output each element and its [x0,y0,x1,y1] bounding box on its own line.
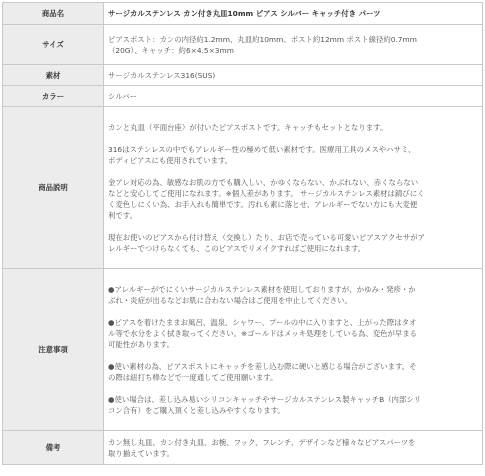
notes-label: 注意事項 [3,269,104,431]
description-line: 金アレ対応の為、敏感なお肌の方でも購入しい、かゆくならない、かぶれない、赤くならない [108,177,419,187]
notes-value [104,269,483,431]
notes-line: ●使い場合は、差し込み易いシリコンキャッチやサージカルステンレス製キャッチB（内部シリ [108,394,422,404]
notes-line: ぶれ・炎症が出るなどお肌に合わない場合はご使用を中止してください。 [108,295,352,305]
row-color [3,86,483,107]
row-description [3,107,483,269]
size-label: サイズ [3,25,104,65]
notes-line: ●ピアスを着けたままお風呂、温泉、シャワー、プールの中に入りますと、上がった際はタオ [108,317,417,327]
row-notes [3,269,483,431]
color-value: シルバー [104,86,483,107]
remarks-line: カン無し丸皿、カン付き丸皿、お椀、フック、フレンチ、デザインなど様々なピアスパーツを [108,437,416,447]
row-product-name [3,3,483,25]
color-label: カラー [3,86,104,107]
notes-line: 可能性があります。 [108,339,174,349]
description-line: などと安心してご使用になれます。※個人差があります。 サージカルステンレス素材は錆びにく [108,188,425,198]
size-value [104,25,483,65]
product-spec-table [2,2,483,465]
description-line: 現在お使いのピアスから付け替え（交換し）たり、お店で売っている可愛いピアスアクセサがア [108,232,425,242]
product-name-label: 商品名 [3,3,104,25]
description-line: 利です。 [108,210,137,220]
description-paragraph [108,177,478,221]
description-line: カンと丸皿（平面台座）が付いたピアスポストです。キャッチもセットとなります。 [108,122,388,132]
material-label: 素材 [3,65,104,86]
notes-paragraph [108,394,478,416]
notes-line: ル等で水分をよく拭き取ってください。※ゴールドはメッキ処理をしている為、変色が早まる [108,328,418,338]
description-label: 商品説明 [3,107,104,269]
description-line: ボディピアスにも使用されています。 [108,155,233,165]
material-value: サージカルステンレス316(SUS) [104,65,483,86]
remarks-value [104,431,483,465]
notes-paragraph [108,361,478,383]
product-name-value: サージカルステンレス カン付き丸皿10mm ピアス シルバー キャッチ付き パーツ [104,3,483,25]
notes-line: コン合有）をご購入頂くと差し込みやすくなります。 [108,405,285,415]
size-line: （20G）、キャッチ：約6×4.5×3mm [108,45,234,55]
remarks-line: 取り揃えています。 [108,448,174,458]
description-line: く変色しにくい為、お手入れも簡単です。汚れも素に落とせ、アレルギーでない方にも大変便 [108,199,418,209]
description-paragraph [108,232,478,254]
description-line: 316はステンレスの中でもアレルギー性の極めて低い素材です。医療用工具のメスやハサミ、 [108,144,416,154]
description-paragraph [108,144,478,166]
row-size [3,25,483,65]
notes-paragraph [108,317,478,350]
notes-paragraph [108,284,478,306]
remarks-label: 備考 [3,431,104,465]
notes-line: ●アレルギーがでにくいサージカルステンレス素材を使用しておりますが、かゆみ・発疹・か [108,284,416,294]
size-line: ピアスポスト：カンの内径約1.2mm、丸皿約10mm、ポスト約12mm ポスト線径約0.7mm [108,34,417,44]
row-material [3,65,483,86]
description-line: レルギーでつけらなくても、このピアスでリメイクすればご使用になれます。 [108,243,366,253]
notes-line: の際は紐打ち棒などで一度通してご使用願います。 [108,372,278,382]
row-remarks [3,431,483,465]
notes-line: ●使い素材の為、ピアスポストにキャッチを差し込む際に硬いと感じる場合がございます。そ [108,361,417,371]
description-value [104,107,483,269]
